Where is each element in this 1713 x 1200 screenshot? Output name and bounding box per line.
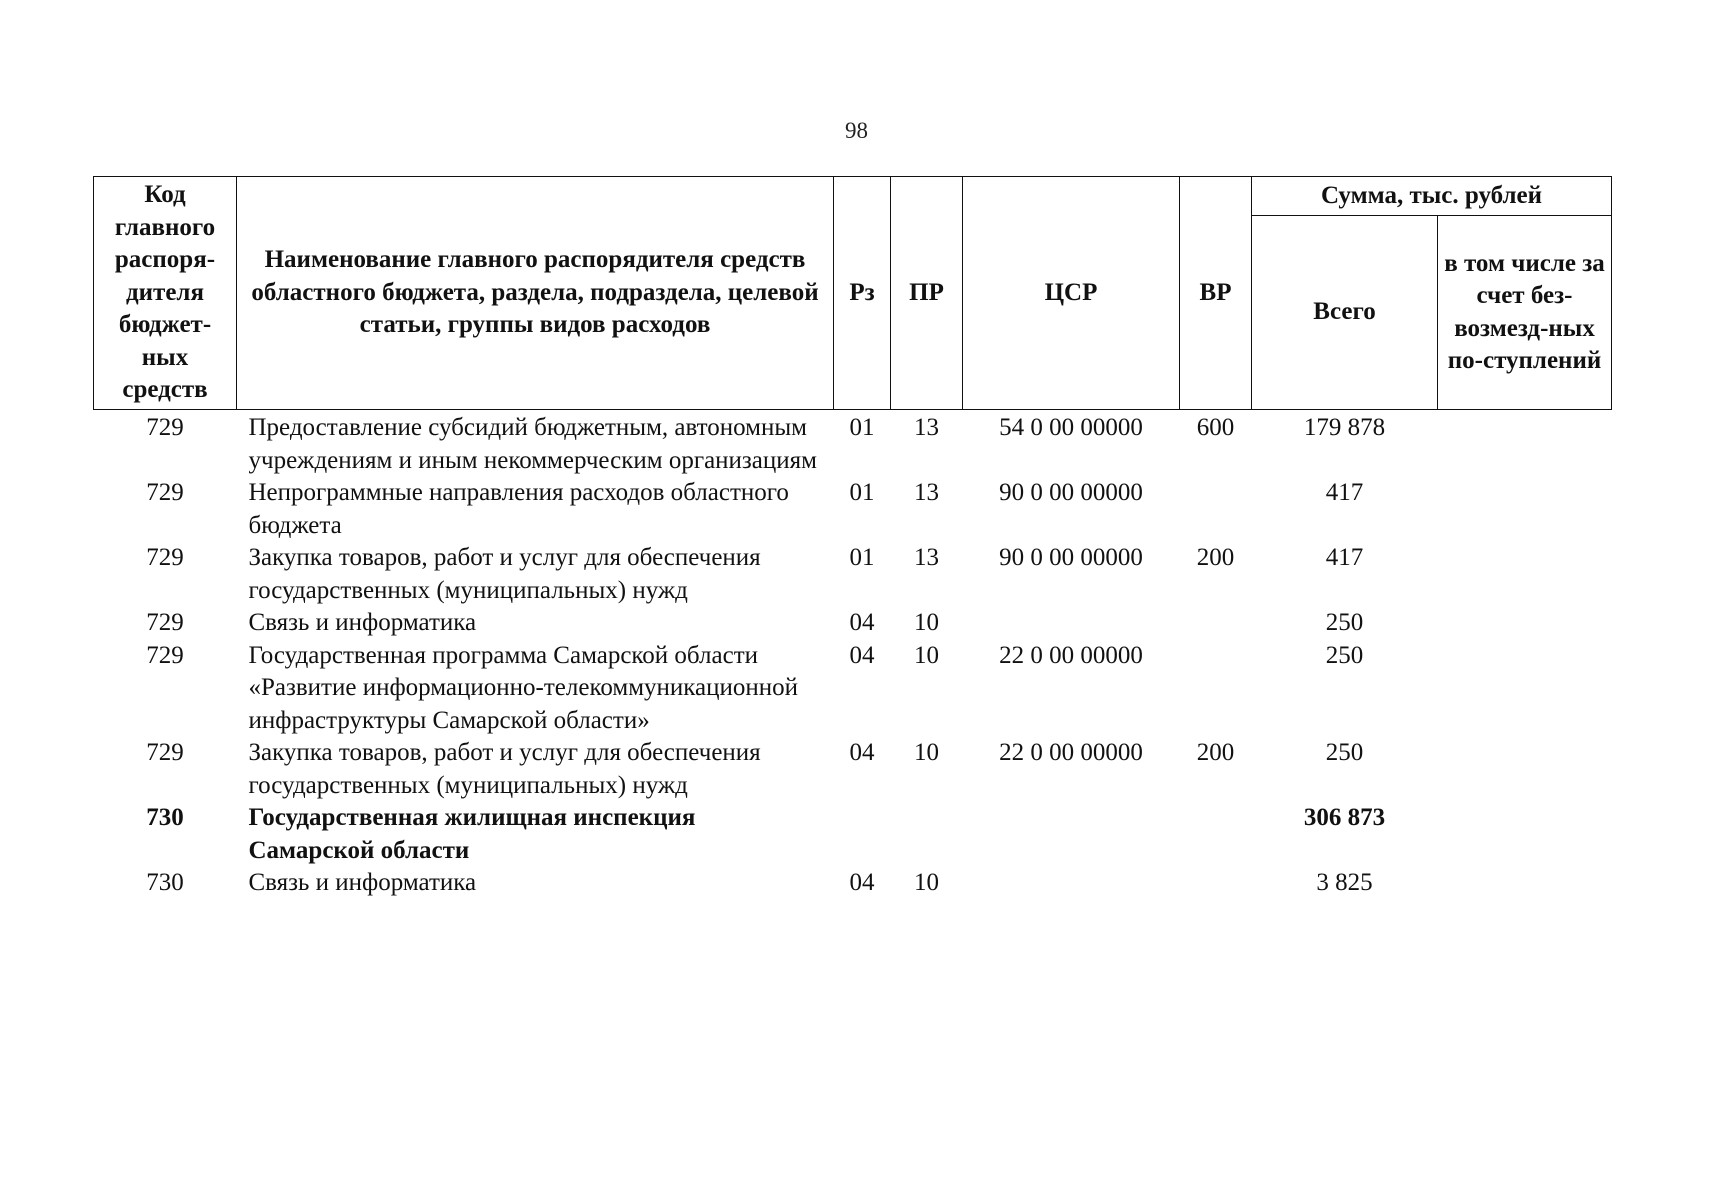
cell-free [1438,802,1612,867]
cell-total: 179 878 [1303,414,1386,441]
cell-vr [1180,640,1252,738]
cell-free [1438,737,1612,802]
cell-rz [834,802,891,867]
cell-rz: 01 [849,479,875,506]
cell-vr: 600 [1196,414,1235,441]
cell-csr: 90 0 00 00000 [999,479,1143,506]
cell-rz: 01 [849,414,875,441]
table-row [94,867,1612,900]
cell-total: 3 825 [1316,869,1373,896]
cell-code: 729 [146,641,184,669]
cell-pr: 10 [914,609,939,636]
cell-rz: 04 [849,869,875,896]
cell-rz: 04 [849,641,875,669]
cell-vr [1180,477,1252,542]
budget-table [93,176,1612,900]
cell-pr: 10 [914,869,939,896]
cell-total: 250 [1325,641,1364,669]
cell-csr [963,607,1180,640]
header-csr: ЦСР [963,177,1180,410]
cell-total: 417 [1325,479,1364,506]
cell-pr [891,802,963,867]
cell-csr [963,867,1180,900]
cell-pr: 13 [914,414,939,441]
cell-csr: 90 0 00 00000 [999,544,1143,571]
header-name: Наименование главного распорядителя средств областного бюджета, раздела, подраздела, целевой статьи, группы видов расходов [237,177,834,410]
cell-total: 250 [1325,739,1364,766]
table-body [94,410,1612,900]
cell-name: Непрограммные направления расходов областного бюджета [248,479,789,539]
cell-pr: 10 [914,641,939,669]
cell-rz: 01 [849,544,875,571]
cell-name: Закупка товаров, работ и услуг для обеспечения государственных (муниципальных) нужд [248,739,761,799]
cell-pr: 13 [914,479,939,506]
header-pr: ПР [891,177,963,410]
cell-free [1438,477,1612,542]
table-row [94,802,1612,867]
header-total: Всего [1252,216,1438,410]
header-code: Код главного распоря-дителя бюджет-ных средств [94,177,237,410]
cell-vr [1180,867,1252,900]
cell-code: 729 [146,609,184,636]
cell-csr: 54 0 00 00000 [999,414,1143,441]
cell-total: 250 [1325,609,1364,636]
cell-free [1438,542,1612,607]
cell-total: 306 873 [1303,804,1386,831]
cell-code: 729 [146,544,184,571]
cell-free [1438,410,1612,478]
header-free: в том числе за счет без-возмезд-ных по-ступлений [1438,216,1612,410]
cell-total: 417 [1325,544,1364,571]
cell-vr [1180,802,1252,867]
cell-code: 729 [146,414,184,441]
header-sum-group: Сумма, тыс. рублей [1252,177,1612,216]
table-row [94,477,1612,542]
cell-code: 730 [146,804,184,831]
cell-vr: 200 [1196,544,1235,571]
cell-pr: 10 [914,739,939,766]
cell-vr: 200 [1196,739,1235,766]
cell-name: Закупка товаров, работ и услуг для обеспечения государственных (муниципальных) нужд [248,544,761,604]
cell-csr: 22 0 00 00000 [999,739,1143,766]
table-header [94,177,1612,410]
cell-name: Государственная программа Самарской области «Развитие информационно-телекоммуникационной инфраструктуры Самарской области» [248,641,799,734]
cell-code: 729 [146,479,184,506]
cell-name: Предоставление субсидий бюджетным, автономным учреждениям и иным некоммерческим организациям [248,414,817,474]
cell-name: Государственная жилищная инспекция Самарской области [248,804,696,864]
cell-code: 730 [146,869,184,896]
table-row [94,410,1612,478]
cell-free [1438,607,1612,640]
table-row [94,542,1612,607]
cell-csr [963,802,1180,867]
cell-csr: 22 0 00 00000 [999,641,1143,669]
cell-rz: 04 [849,739,875,766]
cell-pr: 13 [914,544,939,571]
cell-free [1438,867,1612,900]
cell-name: Связь и информатика [248,869,477,896]
cell-name: Связь и информатика [248,609,477,636]
table-row [94,640,1612,738]
cell-code: 729 [146,739,184,766]
table-row [94,607,1612,640]
header-vr: ВР [1180,177,1252,410]
cell-vr [1180,607,1252,640]
table-row [94,737,1612,802]
cell-rz: 04 [849,609,875,636]
cell-free [1438,640,1612,738]
header-rz: Рз [834,177,891,410]
page-number: 98 [845,118,868,143]
